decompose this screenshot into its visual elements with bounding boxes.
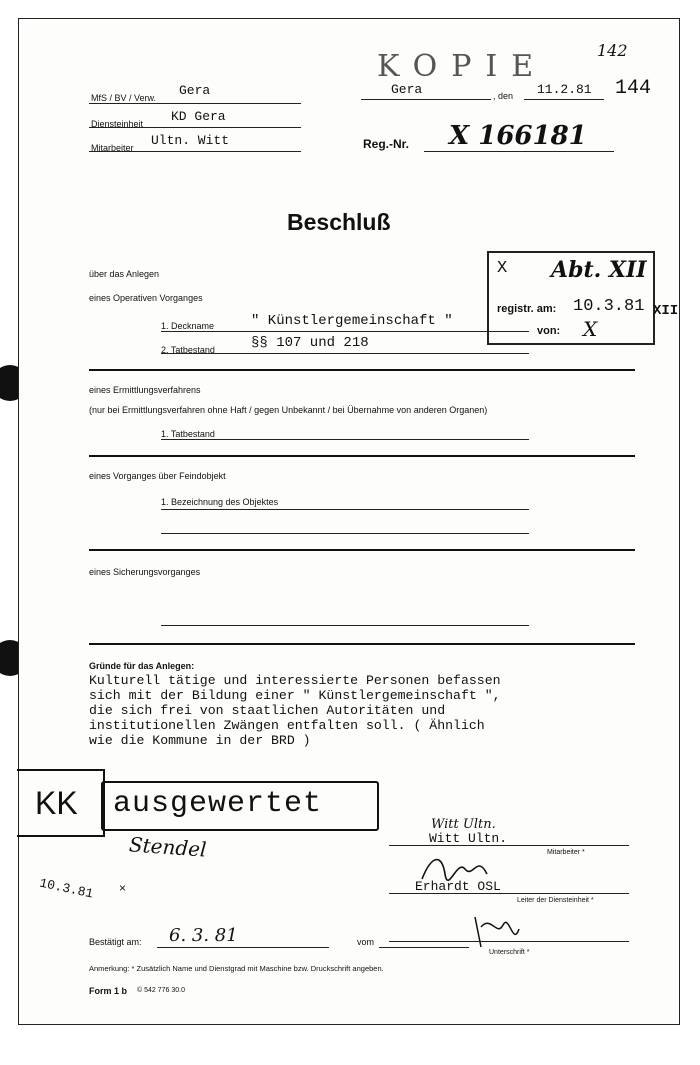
form-code-value: 542 776 30.0 <box>144 987 185 994</box>
gruende-line: wie die Kommune in der BRD ) <box>89 733 311 748</box>
bestaetigt-value: 6. 3. 81 <box>169 925 238 946</box>
dienst-value: KD Gera <box>171 109 226 124</box>
unterschrift-label: Unterschrift * <box>489 949 530 956</box>
tatbestand-label: 2. Tatbestand <box>161 345 215 355</box>
gruende-text <box>89 673 501 748</box>
anmerkung: Anmerkung: * Zusätzlich Name und Dienstgrad mit Maschine bzw. Druckschrift angeben. <box>89 964 384 973</box>
ausgewertet-text: ausgewertet <box>113 787 323 821</box>
page-title: Beschluß <box>287 209 391 235</box>
kk-stamp-text: KK <box>35 785 78 821</box>
deckname-label: 1. Deckname <box>161 321 215 331</box>
ermittlung-label: eines Ermittlungsverfahrens <box>89 385 201 395</box>
ausgewertet-stamp <box>101 781 379 831</box>
handwritten-date: 10.3.81 <box>38 875 95 902</box>
stamp-dept: X <box>497 259 508 278</box>
gruende-label: Gründe für das Anlegen: <box>89 661 195 671</box>
deckname-value: " Künstlergemeinschaft " <box>251 313 453 329</box>
mitarbeiter-sig-label: Mitarbeiter * <box>547 849 585 856</box>
gruende-line: sich mit der Bildung einer " Künstlergemeinschaft ", <box>89 688 501 703</box>
sicherung-label: eines Sicherungsvorganges <box>89 567 201 577</box>
leiter-label: Leiter der Diensteinheit * <box>517 897 594 904</box>
ermittlung-tatbestand-label: 1. Tatbestand <box>161 429 215 439</box>
leiter-typed: Erhardt OSL <box>415 879 501 894</box>
place: Gera <box>391 82 423 97</box>
stamp-von-value: X <box>583 317 598 341</box>
den-label: , den <box>493 91 514 101</box>
mfs-value: Gera <box>179 83 211 98</box>
mitarbeiter-signature: Witt Ultn. <box>431 817 496 832</box>
stamp-abt: Abt. XII <box>551 257 647 283</box>
form-label: Form 1 b <box>89 986 128 996</box>
kopie-stamp: KOPIE <box>377 49 548 84</box>
stamp-von-label: von: <box>537 325 561 337</box>
stamp-side: XII <box>653 303 679 319</box>
page-number: 144 <box>615 77 652 100</box>
cross-mark: × <box>119 881 127 895</box>
handwritten-name: Stendel <box>128 832 208 862</box>
tatbestand-value: §§ 107 und 218 <box>251 335 369 351</box>
reg-label: Reg.-Nr. <box>363 137 410 151</box>
feindobjekt-label: eines Vorganges über Feindobjekt <box>89 471 226 481</box>
mitarbeiter-typed: Witt Ultn. <box>429 831 508 846</box>
feindobjekt-bez-label: 1. Bezeichnung des Objektes <box>161 497 279 507</box>
document-page <box>18 18 680 1025</box>
stamp-registriert-date: 10.3.81 <box>573 297 645 316</box>
ermittlung-note: (nur bei Ermittlungsverfahren ohne Haft / gegen Unbekannt / bei Übernahme von anderen Organen) <box>89 405 488 415</box>
form-code: © 542 776 30.0 <box>137 987 185 994</box>
mitarbeiter-label: Mitarbeiter <box>91 143 134 153</box>
op-vorgang-label: eines Operativen Vorganges <box>89 293 203 303</box>
gruende-line: institutionellen Zwängen entfalten soll. ( Ähnlich <box>89 718 485 733</box>
reg-value: X 166181 <box>449 121 587 151</box>
ueber-label: über das Anlegen <box>89 269 160 279</box>
vom-label: vom <box>357 937 375 947</box>
gruende-line: Kulturell tätige und interessierte Personen befassen <box>89 673 501 688</box>
date-field: 11.2.81 <box>537 82 592 97</box>
kk-stamp <box>17 769 105 837</box>
mitarbeiter-value: Ultn. Witt <box>151 133 230 148</box>
page-number-top: 142 <box>597 41 628 60</box>
gruende-line: die sich frei von staatlichen Autoritäten und <box>89 703 446 718</box>
dienst-label: Diensteinheit <box>91 119 144 129</box>
mfs-label: MfS / BV / Verw. <box>91 93 157 103</box>
stamp-registriert-label: registr. am: <box>497 303 557 315</box>
bestaetigt-label: Bestätigt am: <box>89 937 142 947</box>
